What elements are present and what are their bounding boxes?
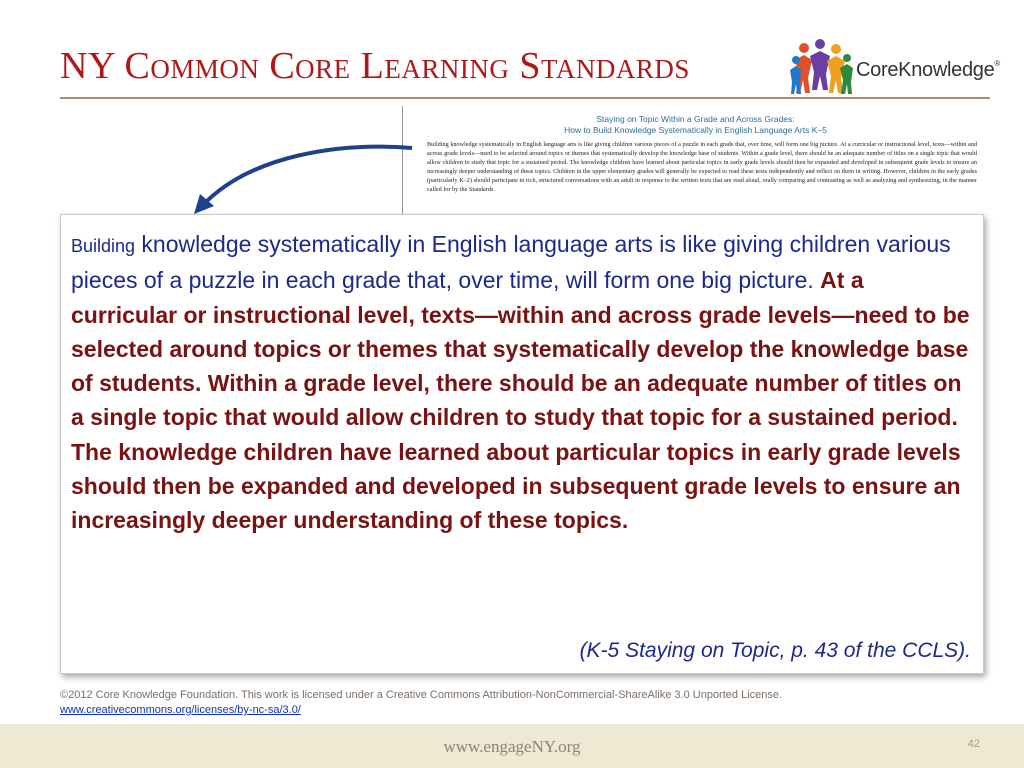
quote-bold-text: At a curricular or instructional level, texts—within and across grade levels—need to be selected around topics or themes that systematically develop the knowledge base of students. Within a grade level, there should be an adequate number of titles on a single topic that would allow children to study that topic for a sustained period. The knowledge children have learned about particular topics in early grade levels should then be expanded and developed in subsequent grade levels to ensure an increasingly deeper understanding of these topics. [71, 267, 970, 534]
document-excerpt-image [402, 106, 987, 214]
document-excerpt-heading [403, 114, 987, 136]
license-notice [60, 688, 782, 718]
footer-bar [0, 724, 1024, 768]
quote-text [71, 227, 975, 538]
quote-first-word: Building [71, 236, 136, 256]
core-knowledge-people-logo-icon [790, 38, 854, 98]
core-knowledge-logo [790, 38, 1001, 98]
logo-text: CoreKnowledge [856, 59, 995, 81]
footer-website: www.engageNY.org [443, 737, 581, 756]
license-link[interactable]: www.creativecommons.org/licenses/by-nc-sa/3.0/ [60, 704, 301, 716]
license-text: ©2012 Core Knowledge Foundation. This work is licensed under a Creative Commons Attribution-NonCommercial-ShareAlike 3.0 Unported License. [60, 689, 783, 701]
logo-wordmark [856, 59, 1000, 82]
slide-number: 42 [967, 738, 980, 750]
quote-citation: (K-5 Staying on Topic, p. 43 of the CCLS). [579, 639, 971, 662]
quote-box [60, 214, 984, 674]
document-excerpt-heading-line-1: Staying on Topic Within a Grade and Across Grades: [596, 114, 795, 124]
registered-mark: ® [994, 59, 1001, 68]
document-excerpt-body: Building knowledge systematically in English language arts is like giving children various pieces of a puzzle in each grade that, over time, will form one big picture. At a curricular or instructional level, texts—within and across grade levels—need to be selected around topics or themes that systematically develop the knowledge base of students. Within a grade level, there should be an adequate number of titles on a single topic that would allow children to study that topic for a sustained period. The knowledge children have learned about particular topics in early grade levels should then be expanded and developed in subsequent grade levels to ensure an increasingly deeper understanding of these topics. Children in the upper elementary grades will generally be expected to read these texts independently and reflect on them in writing. However, children in the early grades (particularly K–2) should participate in rich, structured conversations with an adult in response to the written texts that are read aloud, orally comparing and contrasting as well as analyzing and synthesizing, in the manner called for by the Standards. [427, 141, 977, 193]
slide-title: NY Common Core Learning Standards [60, 45, 690, 87]
document-excerpt-heading-line-2: How to Build Knowledge Systematically in English Language Arts K–5 [564, 125, 827, 135]
quote-plain-text: knowledge systematically in English language arts is like giving children various pieces of a puzzle in each grade that, over time, will form one big picture. [71, 231, 951, 294]
curved-arrow-icon [190, 140, 420, 220]
